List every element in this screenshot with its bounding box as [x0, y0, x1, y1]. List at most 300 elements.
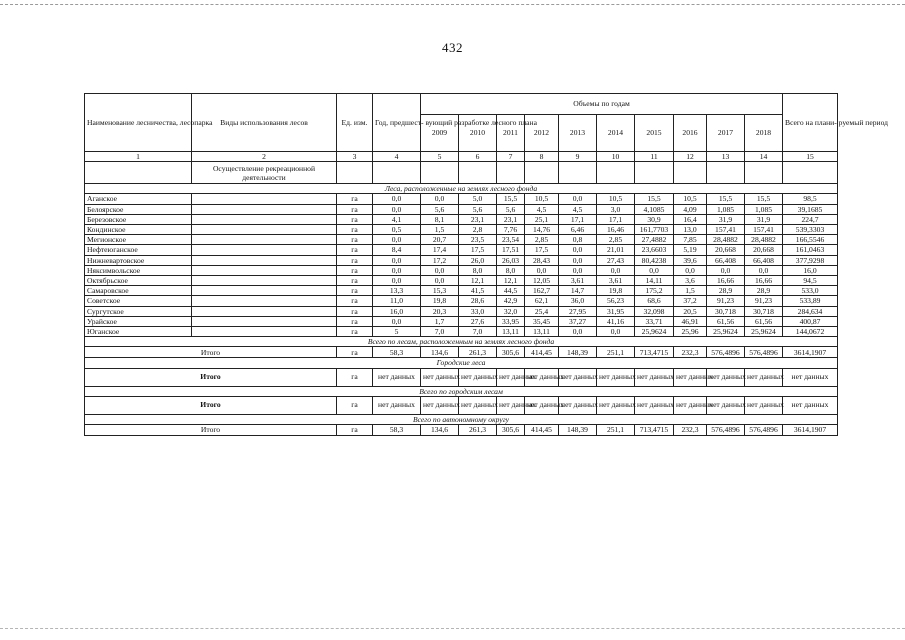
prior-year-value: 13,3 — [373, 286, 421, 296]
forestry-name: Белоярское — [85, 204, 192, 214]
total-label: Итого — [85, 396, 337, 414]
year-value: 713,4715 — [635, 347, 674, 358]
year-value: 28,4882 — [707, 235, 745, 245]
year-value: 30,9 — [635, 214, 674, 224]
year-value: 251,1 — [597, 347, 635, 358]
activity-row — [85, 162, 838, 184]
year-value: 5,6 — [421, 204, 459, 214]
year-value: 28,6 — [459, 296, 497, 306]
page-number: 432 — [442, 40, 463, 55]
forestry-name: Березовское — [85, 214, 192, 224]
use-kind-cell — [192, 235, 337, 245]
year-value: 61,56 — [745, 316, 783, 326]
year-value: 134,6 — [421, 347, 459, 358]
year-value: нет данных — [459, 396, 497, 414]
column-number: 8 — [525, 152, 559, 162]
year-value: 66,408 — [707, 255, 745, 265]
total-row — [85, 425, 838, 436]
year-value: 10,5 — [597, 194, 635, 204]
use-kind-cell — [192, 286, 337, 296]
year-value: 0,0 — [707, 265, 745, 275]
header-prior-year: Год, предшест- вующий разработке лесного плана — [373, 94, 421, 152]
year-value: 162,7 — [525, 286, 559, 296]
grand-total: 3614,1907 — [783, 347, 838, 358]
year-value: 5,6 — [459, 204, 497, 214]
column-number: 1 — [85, 152, 192, 162]
row-total: 39,1685 — [783, 204, 838, 214]
year-value: 17,1 — [559, 214, 597, 224]
year-value: 2,8 — [459, 225, 497, 235]
column-number: 3 — [337, 152, 373, 162]
year-value: 3,6 — [674, 276, 707, 286]
year-value: 68,6 — [635, 296, 674, 306]
use-kind-cell — [192, 225, 337, 235]
year-value: 80,4238 — [635, 255, 674, 265]
year-value: нет данных — [525, 368, 559, 386]
year-value: 175,2 — [635, 286, 674, 296]
year-value: 14,76 — [525, 225, 559, 235]
year-value: нет данных — [635, 368, 674, 386]
year-value: 16,46 — [597, 225, 635, 235]
year-value: нет данных — [597, 368, 635, 386]
row-total: 533,0 — [783, 286, 838, 296]
forestry-name: Самаровское — [85, 286, 192, 296]
unit-cell: га — [337, 204, 373, 214]
year-value: 37,27 — [559, 316, 597, 326]
table-row — [85, 296, 838, 306]
prior-year-value: нет данных — [373, 368, 421, 386]
year-value: 37,2 — [674, 296, 707, 306]
row-total: 94,5 — [783, 276, 838, 286]
year-value: 8,0 — [459, 265, 497, 275]
year-value: 17,51 — [497, 245, 525, 255]
year-value: 157,41 — [707, 225, 745, 235]
use-kind-cell — [192, 245, 337, 255]
year-value: нет данных — [674, 368, 707, 386]
prior-year-value: 0,0 — [373, 204, 421, 214]
unit-cell: га — [337, 286, 373, 296]
row-total: 400,87 — [783, 316, 838, 326]
year-value: 17,2 — [421, 255, 459, 265]
table-row — [85, 286, 838, 296]
year-value: 251,1 — [597, 425, 635, 436]
year-value: 261,3 — [459, 425, 497, 436]
year-value: 16,4 — [674, 214, 707, 224]
forestry-name: Советское — [85, 296, 192, 306]
forestry-name: Урайское — [85, 316, 192, 326]
table-row — [85, 306, 838, 316]
year-value: нет данных — [497, 396, 525, 414]
year-value: 0,0 — [421, 265, 459, 275]
forestry-name: Аганское — [85, 194, 192, 204]
year-value: 14,11 — [635, 276, 674, 286]
year-value: 56,23 — [597, 296, 635, 306]
total-label: Итого — [85, 425, 337, 436]
year-value: 5,6 — [497, 204, 525, 214]
year-value: 0,0 — [559, 265, 597, 275]
column-number: 13 — [707, 152, 745, 162]
activity-label: Осуществление рекреационной деятельности — [192, 162, 337, 184]
header-year: 2014 — [597, 115, 635, 152]
row-total: 539,3303 — [783, 225, 838, 235]
year-value: 157,41 — [745, 225, 783, 235]
use-kind-cell — [192, 255, 337, 265]
year-value: 44,5 — [497, 286, 525, 296]
year-value: 28,4882 — [745, 235, 783, 245]
column-number: 6 — [459, 152, 497, 162]
section-okrug-total: Всего по автономному округу — [85, 414, 838, 424]
grand-total: нет данных — [783, 396, 838, 414]
year-value: 28,9 — [707, 286, 745, 296]
year-value: 0,0 — [559, 245, 597, 255]
year-value: 12,1 — [497, 276, 525, 286]
year-value: 41,16 — [597, 316, 635, 326]
year-value: нет данных — [745, 396, 783, 414]
header-year: 2015 — [635, 115, 674, 152]
year-value: 30,718 — [745, 306, 783, 316]
year-value: 6,46 — [559, 225, 597, 235]
year-value: 17,1 — [597, 214, 635, 224]
section-row — [85, 337, 838, 347]
year-value: 1,5 — [421, 225, 459, 235]
year-value: 0,0 — [421, 276, 459, 286]
year-value: 134,6 — [421, 425, 459, 436]
row-total: 377,9298 — [783, 255, 838, 265]
year-value: 42,9 — [497, 296, 525, 306]
column-number: 14 — [745, 152, 783, 162]
table-row — [85, 214, 838, 224]
section-row — [85, 358, 838, 368]
section-city-forests-total: Всего по городским лесам — [85, 386, 838, 396]
forestry-name: Сургутское — [85, 306, 192, 316]
year-value: 91,23 — [707, 296, 745, 306]
year-value: 713,4715 — [635, 425, 674, 436]
year-value: 31,9 — [707, 214, 745, 224]
year-value: нет данных — [525, 396, 559, 414]
unit-cell: га — [337, 276, 373, 286]
year-value: 0,0 — [597, 265, 635, 275]
year-value: 576,4896 — [707, 425, 745, 436]
year-value: 10,5 — [525, 194, 559, 204]
unit-cell: га — [337, 425, 373, 436]
forestry-name: Мегионское — [85, 235, 192, 245]
prior-year-value: 58,3 — [373, 347, 421, 358]
year-value: 25,9624 — [707, 327, 745, 337]
year-value: 31,9 — [745, 214, 783, 224]
year-value: 20,668 — [707, 245, 745, 255]
column-number: 5 — [421, 152, 459, 162]
year-value: 414,45 — [525, 347, 559, 358]
forestry-name: Кондинское — [85, 225, 192, 235]
year-value: 27,4882 — [635, 235, 674, 245]
year-value: 3,61 — [597, 276, 635, 286]
year-value: 14,7 — [559, 286, 597, 296]
header-total: Всего на плани- руемый период — [783, 94, 838, 152]
table-row — [85, 225, 838, 235]
year-value: нет данных — [497, 368, 525, 386]
header-kind: Виды использования лесов — [192, 94, 337, 152]
prior-year-value: 4,1 — [373, 214, 421, 224]
year-value: 4,1085 — [635, 204, 674, 214]
year-value: нет данных — [459, 368, 497, 386]
year-value: 25,96 — [674, 327, 707, 337]
year-value: 0,0 — [635, 265, 674, 275]
year-value: 7,85 — [674, 235, 707, 245]
year-value: 15,5 — [745, 194, 783, 204]
year-value: 4,5 — [525, 204, 559, 214]
year-value: 23,1 — [497, 214, 525, 224]
year-value: нет данных — [707, 396, 745, 414]
year-value: 20,7 — [421, 235, 459, 245]
column-number: 9 — [559, 152, 597, 162]
year-value: 23,6603 — [635, 245, 674, 255]
forestry-name: Октябрьское — [85, 276, 192, 286]
prior-year-value: 5 — [373, 327, 421, 337]
year-value: 17,5 — [525, 245, 559, 255]
year-value: нет данных — [707, 368, 745, 386]
year-value: 0,0 — [525, 265, 559, 275]
row-total: 144,0672 — [783, 327, 838, 337]
unit-cell: га — [337, 306, 373, 316]
year-value: 25,9624 — [745, 327, 783, 337]
section-row — [85, 414, 838, 424]
column-number: 11 — [635, 152, 674, 162]
year-value: нет данных — [559, 396, 597, 414]
year-value: 1,085 — [745, 204, 783, 214]
row-total: 161,0463 — [783, 245, 838, 255]
unit-cell: га — [337, 265, 373, 275]
year-value: 41,5 — [459, 286, 497, 296]
prior-year-value: 11,0 — [373, 296, 421, 306]
row-total: 98,5 — [783, 194, 838, 204]
header-year: 2009 — [421, 115, 459, 152]
column-numbers-row — [85, 152, 838, 162]
year-value: 1,7 — [421, 316, 459, 326]
year-value: 232,3 — [674, 347, 707, 358]
year-value: нет данных — [421, 368, 459, 386]
column-number: 4 — [373, 152, 421, 162]
unit-cell: га — [337, 296, 373, 306]
year-value: 46,91 — [674, 316, 707, 326]
year-value: 23,54 — [497, 235, 525, 245]
table-row — [85, 204, 838, 214]
year-value: 33,95 — [497, 316, 525, 326]
year-value: 2,85 — [597, 235, 635, 245]
table-row — [85, 255, 838, 265]
year-value: 12,05 — [525, 276, 559, 286]
year-value: нет данных — [421, 396, 459, 414]
year-value: 36,0 — [559, 296, 597, 306]
row-total: 166,5546 — [783, 235, 838, 245]
table-row — [85, 265, 838, 275]
row-total: 533,89 — [783, 296, 838, 306]
year-value: 16,66 — [707, 276, 745, 286]
year-value: 5,0 — [459, 194, 497, 204]
unit-cell: га — [337, 327, 373, 337]
year-value: 35,45 — [525, 316, 559, 326]
unit-cell: га — [337, 245, 373, 255]
forestry-name: Нефтеюганское — [85, 245, 192, 255]
unit-cell: га — [337, 347, 373, 358]
year-value: 39,6 — [674, 255, 707, 265]
year-value: 33,71 — [635, 316, 674, 326]
year-value: 7,76 — [497, 225, 525, 235]
year-value: 13,0 — [674, 225, 707, 235]
total-row — [85, 368, 838, 386]
year-value: 414,45 — [525, 425, 559, 436]
top-scan-edge — [0, 4, 905, 5]
year-value: 19,8 — [597, 286, 635, 296]
total-row — [85, 347, 838, 358]
column-number: 2 — [192, 152, 337, 162]
table-body — [85, 152, 838, 436]
year-value: 2,85 — [525, 235, 559, 245]
year-value: 32,098 — [635, 306, 674, 316]
header-year: 2016 — [674, 115, 707, 152]
year-value: 4,5 — [559, 204, 597, 214]
year-value: 26,03 — [497, 255, 525, 265]
table-row — [85, 194, 838, 204]
unit-cell: га — [337, 194, 373, 204]
prior-year-value: 16,0 — [373, 306, 421, 316]
unit-cell: га — [337, 225, 373, 235]
header-year: 2012 — [525, 115, 559, 152]
year-value: 0,0 — [674, 265, 707, 275]
prior-year-value: 0,0 — [373, 194, 421, 204]
year-value: 61,56 — [707, 316, 745, 326]
year-value: 15,5 — [707, 194, 745, 204]
use-kind-cell — [192, 276, 337, 286]
year-value: 232,3 — [674, 425, 707, 436]
year-value: 26,0 — [459, 255, 497, 265]
forest-use-table — [84, 93, 889, 436]
year-value: 20,668 — [745, 245, 783, 255]
year-value: 576,4896 — [745, 425, 783, 436]
header-name: Наименование лесничества, лесопарка — [85, 94, 192, 152]
year-value: 23,5 — [459, 235, 497, 245]
forestry-name: Няксимвольское — [85, 265, 192, 275]
year-value: 8,0 — [497, 265, 525, 275]
total-label: Итого — [85, 368, 337, 386]
unit-cell: га — [337, 214, 373, 224]
year-value: 16,66 — [745, 276, 783, 286]
year-value: 1,5 — [674, 286, 707, 296]
year-value: 0,0 — [559, 327, 597, 337]
grand-total: 3614,1907 — [783, 425, 838, 436]
header-year: 2018 — [745, 115, 783, 152]
year-value: 27,95 — [559, 306, 597, 316]
year-value: 13,11 — [497, 327, 525, 337]
header-year: 2010 — [459, 115, 497, 152]
year-value: 148,39 — [559, 347, 597, 358]
unit-cell: га — [337, 368, 373, 386]
prior-year-value: 0,0 — [373, 235, 421, 245]
year-value: 0,8 — [559, 235, 597, 245]
year-value: 33,0 — [459, 306, 497, 316]
year-value: нет данных — [559, 368, 597, 386]
unit-cell: га — [337, 396, 373, 414]
year-value: 3,0 — [597, 204, 635, 214]
year-value: 10,5 — [674, 194, 707, 204]
year-value: 0,0 — [421, 194, 459, 204]
year-value: 91,23 — [745, 296, 783, 306]
year-value: 28,9 — [745, 286, 783, 296]
year-value: 7,0 — [421, 327, 459, 337]
use-kind-cell — [192, 296, 337, 306]
year-value: 23,1 — [459, 214, 497, 224]
year-value: 21,01 — [597, 245, 635, 255]
section-forest-fund-total: Всего по лесам, расположенным на землях лесного фонда — [85, 337, 838, 347]
table-row — [85, 245, 838, 255]
year-value: 17,5 — [459, 245, 497, 255]
year-value: 66,408 — [745, 255, 783, 265]
year-value: 161,7703 — [635, 225, 674, 235]
year-value: 0,0 — [559, 194, 597, 204]
table-row — [85, 235, 838, 245]
year-value: 13,11 — [525, 327, 559, 337]
year-value: 20,5 — [674, 306, 707, 316]
year-value: 7,0 — [459, 327, 497, 337]
grand-total: нет данных — [783, 368, 838, 386]
unit-cell: га — [337, 316, 373, 326]
table-row — [85, 276, 838, 286]
year-value: 25,4 — [525, 306, 559, 316]
year-value: 25,1 — [525, 214, 559, 224]
section-row — [85, 184, 838, 194]
column-number: 15 — [783, 152, 838, 162]
year-value: 25,9624 — [635, 327, 674, 337]
bottom-scan-edge — [0, 628, 905, 629]
year-value: нет данных — [597, 396, 635, 414]
use-kind-cell — [192, 265, 337, 275]
use-kind-cell — [192, 306, 337, 316]
year-value: 0,0 — [597, 327, 635, 337]
year-value: 12,1 — [459, 276, 497, 286]
column-number: 12 — [674, 152, 707, 162]
unit-cell: га — [337, 235, 373, 245]
row-total: 224,7 — [783, 214, 838, 224]
year-value: 28,43 — [525, 255, 559, 265]
year-value: нет данных — [635, 396, 674, 414]
use-kind-cell — [192, 214, 337, 224]
year-value: нет данных — [674, 396, 707, 414]
header-unit: Ед. изм. — [337, 94, 373, 152]
prior-year-value: 0,0 — [373, 265, 421, 275]
table-row — [85, 327, 838, 337]
year-value: 31,95 — [597, 306, 635, 316]
prior-year-value: 58,3 — [373, 425, 421, 436]
year-value: 576,4896 — [745, 347, 783, 358]
row-total: 16,0 — [783, 265, 838, 275]
year-value: 8,1 — [421, 214, 459, 224]
year-value: 3,61 — [559, 276, 597, 286]
column-number: 7 — [497, 152, 525, 162]
use-kind-cell — [192, 327, 337, 337]
prior-year-value: 0,0 — [373, 316, 421, 326]
forestry-name: Юганское — [85, 327, 192, 337]
year-value: 148,39 — [559, 425, 597, 436]
year-value: 5,19 — [674, 245, 707, 255]
year-value: 32,0 — [497, 306, 525, 316]
total-label: Итого — [85, 347, 337, 358]
year-value: 0,0 — [745, 265, 783, 275]
year-value: 15,3 — [421, 286, 459, 296]
year-value: 0,0 — [559, 255, 597, 265]
year-value: нет данных — [745, 368, 783, 386]
prior-year-value: 0,0 — [373, 276, 421, 286]
column-number: 10 — [597, 152, 635, 162]
year-value: 15,5 — [497, 194, 525, 204]
